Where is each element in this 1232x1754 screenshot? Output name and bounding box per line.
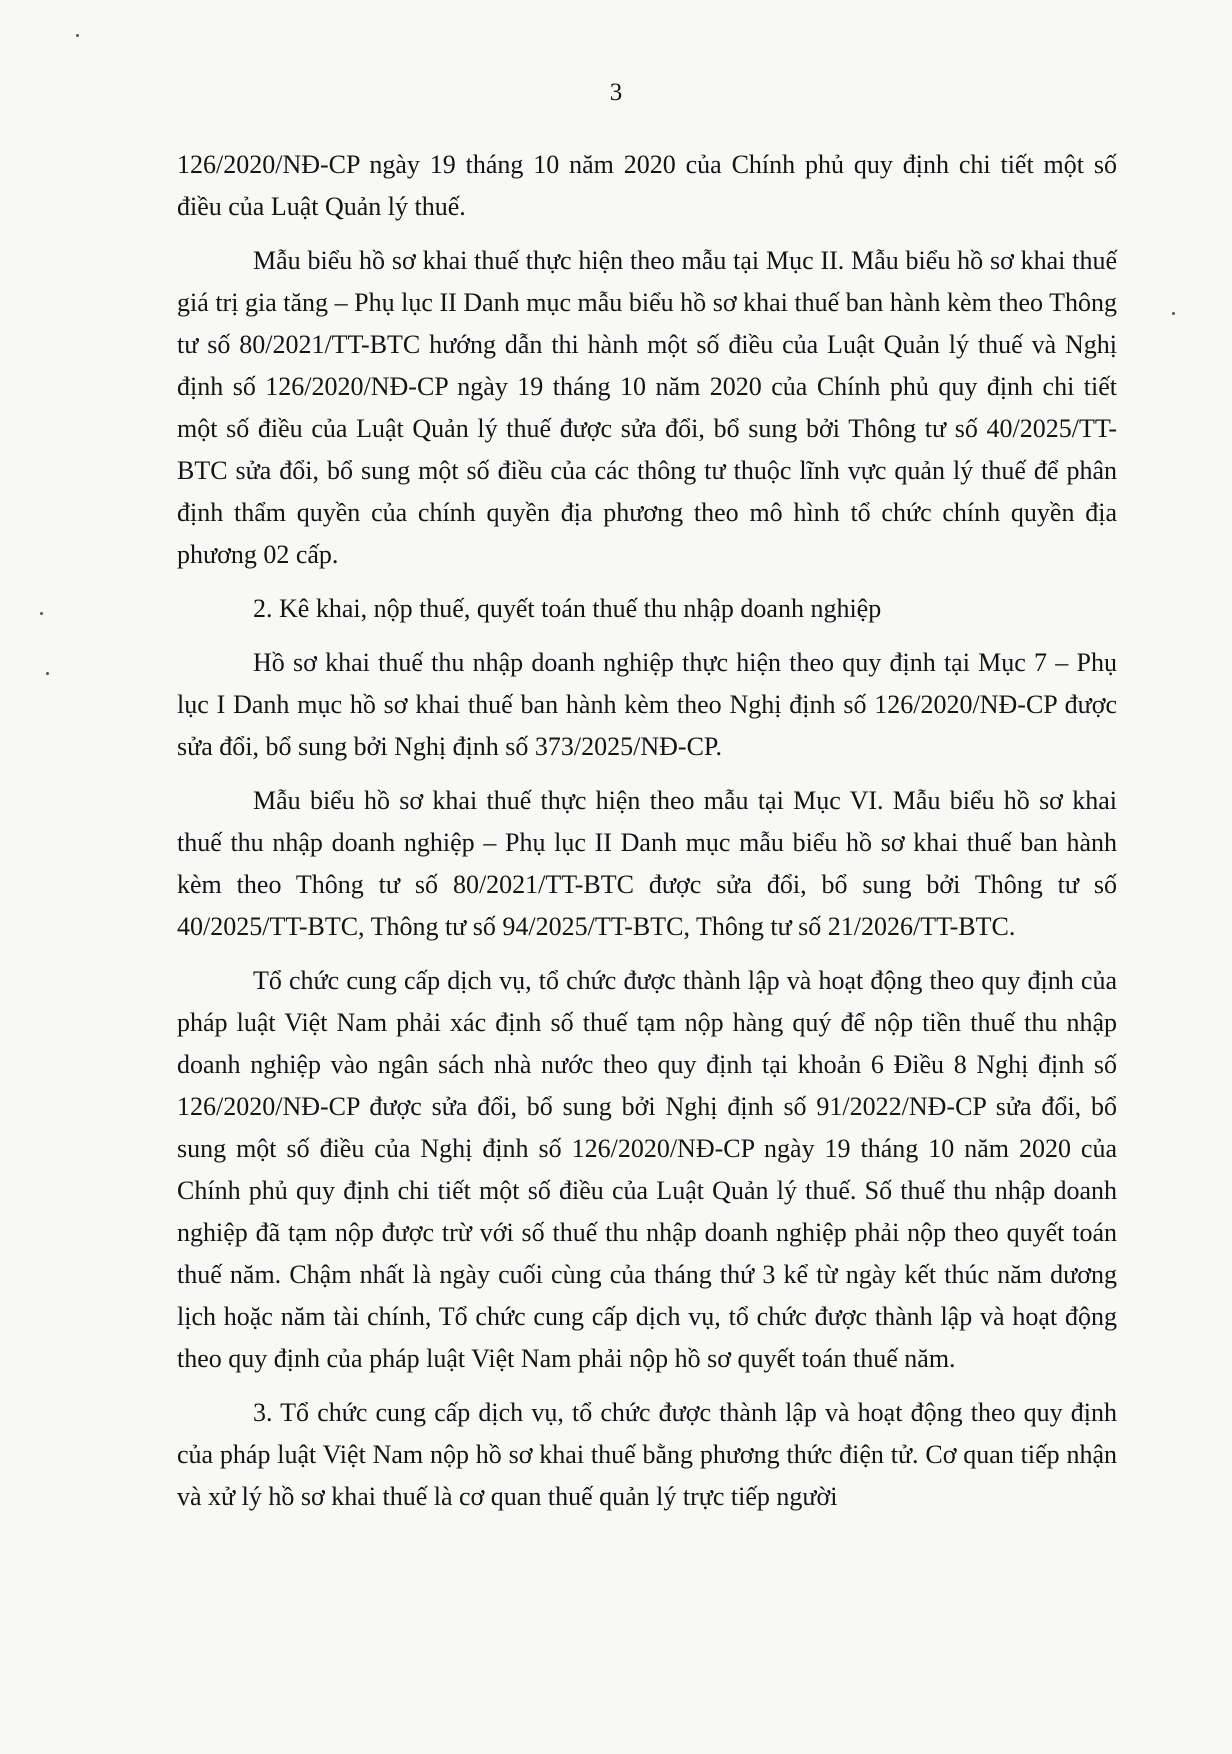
paragraph-cit-forms: Mẫu biểu hồ sơ khai thuế thực hiện theo mẫu tại Mục VI. Mẫu biểu hồ sơ khai thuế thu nhập doanh nghiệp – Phụ lục II Danh mục mẫu biểu hồ sơ khai thuế ban hành kèm theo Thông tư số 80/2021/TT-BTC được sửa đổi, bổ sung bởi Thông tư số 40/2025/TT-BTC, Thông tư số 94/2025/TT-BTC, Thông tư số 21/2026/TT-BTC. — [177, 786, 1117, 941]
document-body — [177, 144, 1117, 1530]
paragraph-vat-forms: Mẫu biểu hồ sơ khai thuế thực hiện theo mẫu tại Mục II. Mẫu biểu hồ sơ khai thuế giá trị gia tăng – Phụ lục II Danh mục mẫu biểu hồ sơ khai thuế ban hành kèm theo Thông tư số 80/2021/TT-BTC hướng dẫn thi hành một số điều của Luật Quản lý thuế và Nghị định số 126/2020/NĐ-CP ngày 19 tháng 10 năm 2020 của Chính phủ quy định chi tiết một số điều của Luật Quản lý thuế được sửa đổi, bổ sung bởi Thông tư số 40/2025/TT-BTC sửa đổi, bổ sung một số điều của các thông tư thuộc lĩnh vực quản lý thuế để phân định thẩm quyền của chính quyền địa phương theo mô hình tổ chức chính quyền địa phương 02 cấp. — [177, 246, 1117, 569]
paragraph-electronic-filing: 3. Tổ chức cung cấp dịch vụ, tổ chức được thành lập và hoạt động theo quy định của pháp luật Việt Nam nộp hồ sơ khai thuế bằng phương thức điện tử. Cơ quan tiếp nhận và xử lý hồ sơ khai thuế là cơ quan thuế quản lý trực tiếp người — [177, 1398, 1117, 1511]
page-number: 3 — [609, 79, 623, 106]
section-heading-cit: 2. Kê khai, nộp thuế, quyết toán thuế thu nhập doanh nghiệp — [253, 594, 882, 623]
scan-speck — [40, 612, 43, 615]
scan-speck — [46, 672, 49, 675]
scan-speck — [76, 34, 79, 37]
scan-speck — [1172, 312, 1175, 315]
paragraph-continuation: 126/2020/NĐ-CP ngày 19 tháng 10 năm 2020 của Chính phủ quy định chi tiết một số điều của Luật Quản lý thuế. — [177, 150, 1117, 221]
paragraph-cit-dossier: Hồ sơ khai thuế thu nhập doanh nghiệp thực hiện theo quy định tại Mục 7 – Phụ lục I Danh mục hồ sơ khai thuế ban hành kèm theo Nghị định số 126/2020/NĐ-CP được sửa đổi, bổ sung bởi Nghị định số 373/2025/NĐ-CP. — [177, 648, 1117, 761]
paragraph-cit-provisional: Tổ chức cung cấp dịch vụ, tổ chức được thành lập và hoạt động theo quy định của pháp luật Việt Nam phải xác định số thuế tạm nộp hàng quý để nộp tiền thuế thu nhập doanh nghiệp vào ngân sách nhà nước theo quy định tại khoản 6 Điều 8 Nghị định số 126/2020/NĐ-CP được sửa đổi, bổ sung bởi Nghị định số 91/2022/NĐ-CP sửa đổi, bổ sung một số điều của Nghị định số 126/2020/NĐ-CP ngày 19 tháng 10 năm 2020 của Chính phủ quy định chi tiết một số điều của Luật Quản lý thuế. Số thuế thu nhập doanh nghiệp đã tạm nộp được trừ với số thuế thu nhập doanh nghiệp phải nộp theo quyết toán thuế năm. Chậm nhất là ngày cuối cùng của tháng thứ 3 kể từ ngày kết thúc năm dương lịch hoặc năm tài chính, Tổ chức cung cấp dịch vụ, tổ chức được thành lập và hoạt động theo quy định của pháp luật Việt Nam phải nộp hồ sơ quyết toán thuế năm. — [177, 966, 1117, 1373]
